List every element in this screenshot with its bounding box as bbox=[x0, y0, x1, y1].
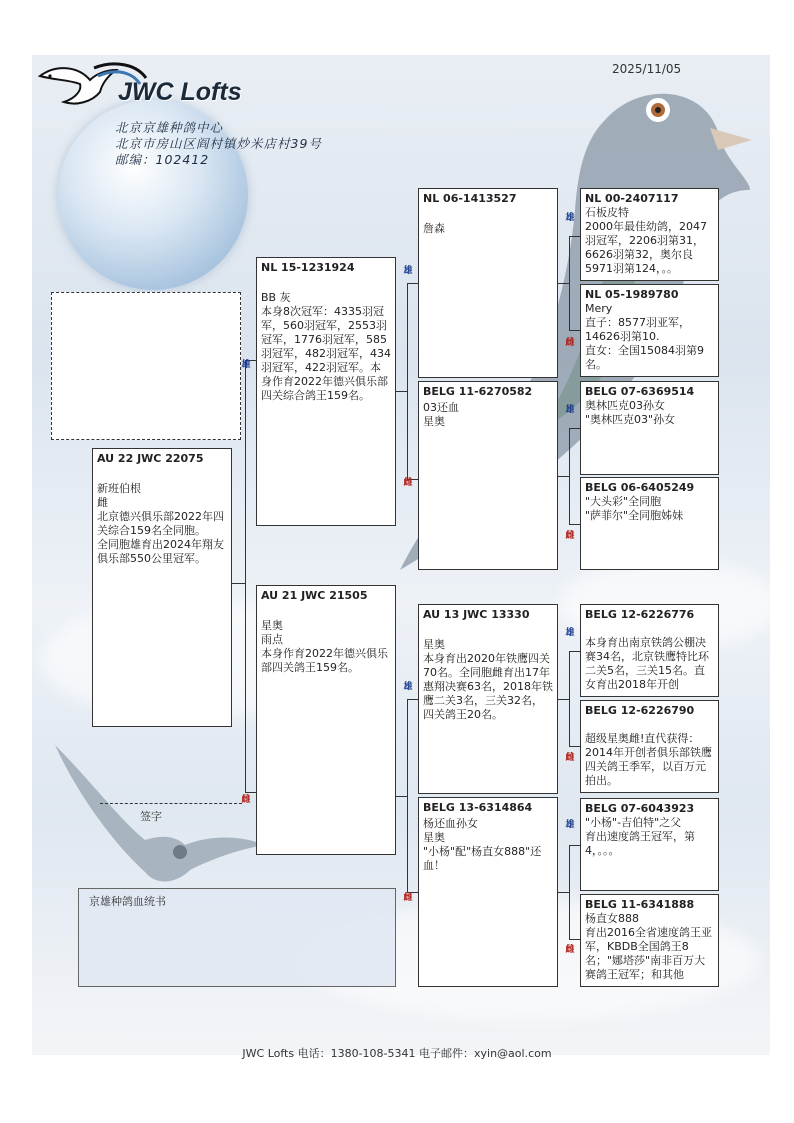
bird-description: 奥林匹克03孙女 "奥林匹克03"孙女 bbox=[585, 399, 676, 426]
signature-label: 签字 bbox=[140, 810, 162, 823]
male-marker: 雄 bbox=[565, 405, 575, 415]
pedigree-box-sire bbox=[256, 257, 396, 526]
bird-description: "小杨"-吉伯特"之父 育出速度鸽王冠军，第4，。。。 bbox=[585, 816, 695, 857]
female-marker: 雌 bbox=[565, 338, 575, 348]
bird-description: 新班伯根 雌 北京德兴俱乐部2022年四关综合159名全同胞。 全同胞雄育出2024年翔友俱乐部550公里冠军。 bbox=[97, 482, 224, 565]
male-marker: 雄 bbox=[565, 628, 575, 638]
bird-description: 詹森 bbox=[423, 222, 445, 235]
female-marker: 雌 bbox=[403, 893, 413, 903]
bird-description: 杨直女888 育出2016全省速度鸽王亚军，KBDB全国鸽王8名；"娜塔莎"南非百万大赛鸽王冠军；和其他 bbox=[585, 912, 712, 981]
pedigree-box-sds bbox=[580, 381, 719, 475]
pedigree-box-ssd bbox=[580, 284, 719, 377]
ring-number: BELG 12-6226790 bbox=[585, 704, 695, 717]
bird-description: 星奥 雨点 本身作育2022年德兴俱乐部四关鸽王159名。 bbox=[261, 619, 388, 674]
pedigree-box-dsd bbox=[580, 700, 719, 793]
ring-number: BELG 11-6270582 bbox=[423, 385, 533, 398]
ring-number: BELG 07-6369514 bbox=[585, 385, 695, 398]
footer-contact: JWC Lofts 电话：1380-108-5341 电子邮件：xyin@aol.com bbox=[242, 1047, 552, 1060]
ring-number: BELG 07-6043923 bbox=[585, 802, 695, 815]
female-marker: 雌 bbox=[565, 945, 575, 955]
male-marker: 雄 bbox=[241, 360, 251, 370]
ring-number: BELG 11-6341888 bbox=[585, 898, 695, 911]
male-marker: 雄 bbox=[403, 682, 413, 692]
address-line: 北京京雄种鸽中心 bbox=[115, 120, 224, 135]
male-marker: 雄 bbox=[403, 266, 413, 276]
bird-description: 石板皮特 2000年最佳幼鸽，2047羽冠军，2206羽第31，6626羽第32，奥尔良5971羽第124，。。 bbox=[585, 206, 707, 275]
brand-name: JWC Lofts bbox=[118, 78, 242, 106]
bird-description: BB 灰 本身8次冠军：4335羽冠军，560羽冠军，2553羽冠军，1776羽冠军，585羽冠军，482羽冠军，434羽冠军，422羽冠军。本身作育2022年德兴俱乐部四关综合鸽王159名。 bbox=[261, 291, 391, 402]
ring-number: NL 00-2407117 bbox=[585, 192, 679, 205]
ring-number: BELG 06-6405249 bbox=[585, 481, 695, 494]
ring-number: NL 15-1231924 bbox=[261, 261, 355, 274]
ring-number: AU 21 JWC 21505 bbox=[261, 589, 368, 602]
pedigree-box-dam-dam bbox=[418, 797, 558, 987]
pedigree-box-sire-sire bbox=[418, 188, 558, 378]
pedigree-box-ddd bbox=[580, 894, 719, 987]
bird-description: 超级星奥雌!直代获得：2014年开创者俱乐部铁鹰四关鸽王季军，以百万元拍出。 bbox=[585, 732, 712, 787]
pedigree-box-sire-dam bbox=[418, 381, 558, 570]
bird-description: 本身育出南京铁鸽公棚决赛34名，北京铁鹰特比环二关5名，三关15名。直女育出2018年开创 bbox=[585, 636, 709, 691]
pedigree-box-dam bbox=[256, 585, 396, 855]
pedigree-box-dam-sire bbox=[418, 604, 558, 794]
pedigree-box-subject bbox=[92, 448, 232, 727]
document-date: 2025/11/05 bbox=[612, 62, 682, 76]
male-marker: 雄 bbox=[565, 820, 575, 830]
ring-number: NL 05-1989780 bbox=[585, 288, 679, 301]
bird-description: 星奥 本身育出2020年铁鹰四关70名。全同胞雌育出17年惠翔决赛63名，2018年铁鹰二关3名，三关32名，四关鸽王20名。 bbox=[423, 638, 553, 721]
pedigree-box-dss bbox=[580, 604, 719, 697]
address-line: 北京市房山区阎村镇炒米店村39号 bbox=[115, 136, 322, 151]
male-marker: 雄 bbox=[565, 213, 575, 223]
female-marker: 雌 bbox=[565, 753, 575, 763]
notes-box bbox=[78, 888, 396, 987]
ring-number: BELG 12-6226776 bbox=[585, 608, 695, 621]
bird-description: 杨还血孙女 星奥 "小杨"配"杨直女888"还血！ bbox=[423, 817, 542, 872]
ring-number: BELG 13-6314864 bbox=[423, 801, 533, 814]
pedigree-box-sdd bbox=[580, 477, 719, 570]
notes-title: 京雄种鸽血统书 bbox=[89, 895, 166, 908]
female-marker: 雌 bbox=[241, 795, 251, 805]
pedigree-box-sss bbox=[580, 188, 719, 281]
pedigree-box-dds bbox=[580, 798, 719, 891]
ring-number: AU 22 JWC 22075 bbox=[97, 452, 204, 465]
ring-number: AU 13 JWC 13330 bbox=[423, 608, 530, 621]
female-marker: 雌 bbox=[403, 478, 413, 488]
bird-description: 03还血 星奥 bbox=[423, 401, 459, 428]
female-marker: 雌 bbox=[565, 531, 575, 541]
signature-line bbox=[100, 803, 242, 804]
ring-number: NL 06-1413527 bbox=[423, 192, 517, 205]
bird-description: "大头彩"全同胞 "萨菲尔"全同胞姊妹 bbox=[585, 495, 684, 522]
address-block bbox=[115, 120, 322, 168]
address-line: 邮编：102412 bbox=[115, 152, 210, 167]
photo-placeholder bbox=[51, 292, 241, 440]
bird-description: Mery 直子：8577羽亚军，14626羽第10. 直女：全国15084羽第9名。 bbox=[585, 302, 704, 371]
